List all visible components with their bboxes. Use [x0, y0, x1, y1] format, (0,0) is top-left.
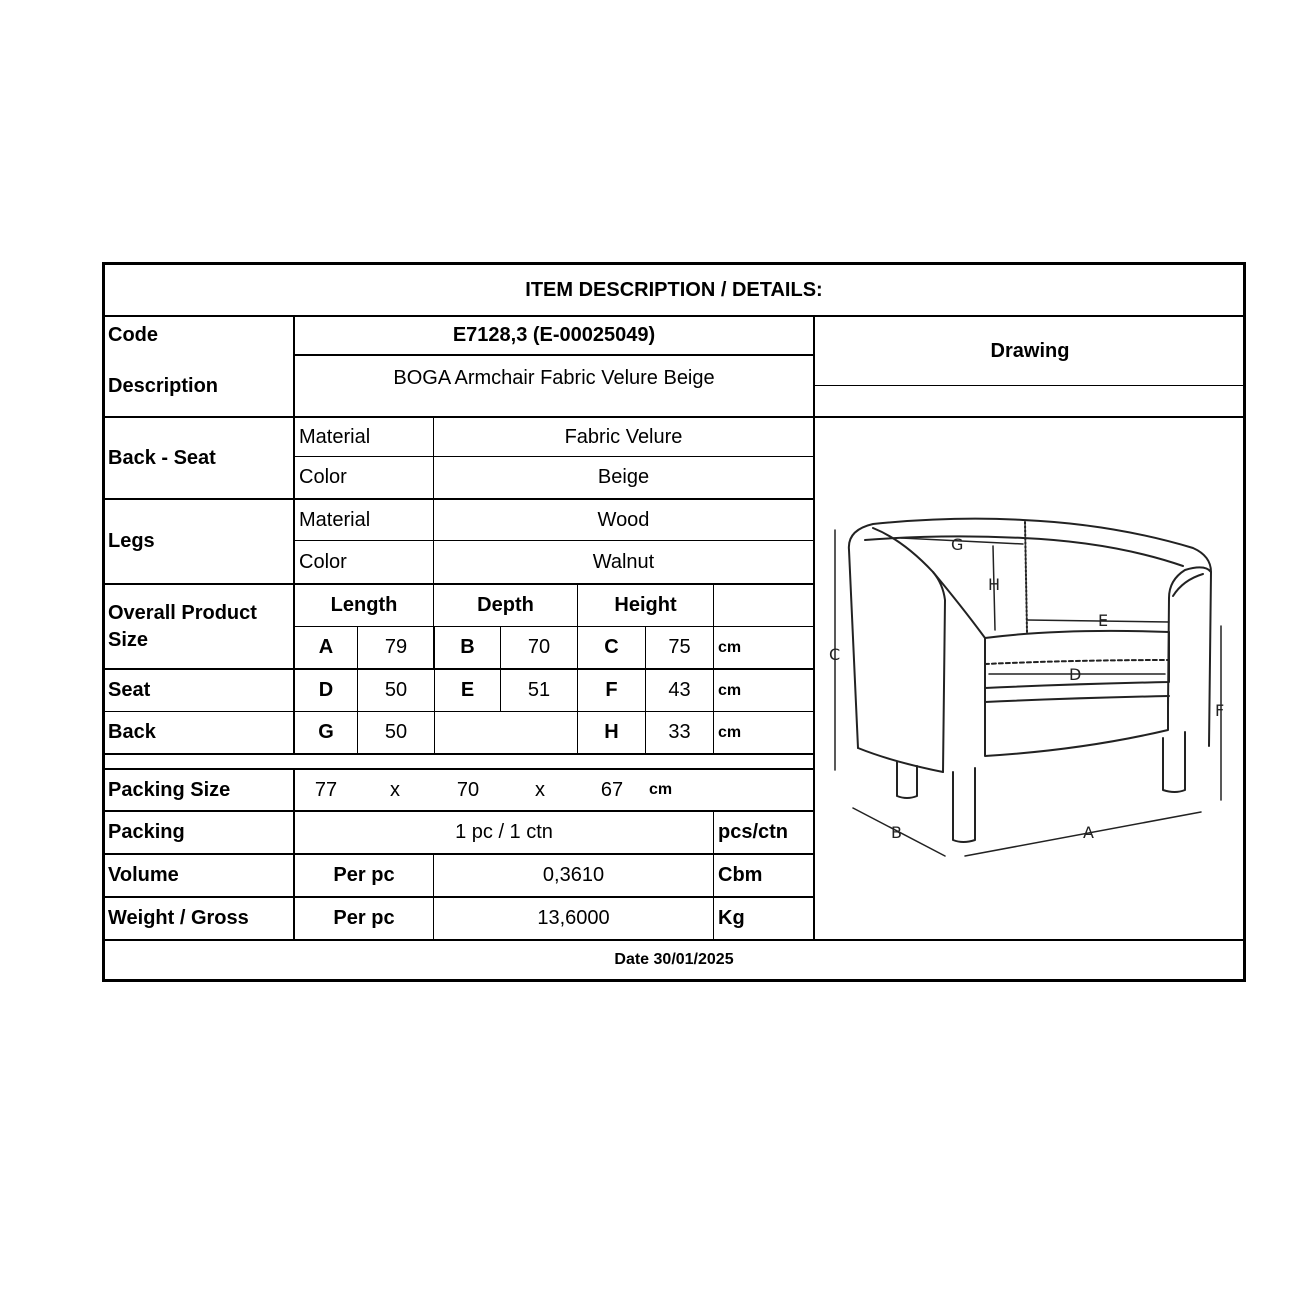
overall-c-value: 75 [668, 636, 691, 658]
description-value: BOGA Armchair Fabric Velure Beige [393, 366, 715, 389]
weight-unit: Kg [718, 907, 745, 929]
drawing-label: Drawing [990, 339, 1070, 362]
packing-size-label: Packing Size [108, 778, 231, 801]
packing-size-x1: x [390, 778, 400, 801]
packing-size-x2: x [535, 778, 545, 801]
description-label: Description [108, 374, 219, 397]
page-title: ITEM DESCRIPTION / DETAILS: [525, 278, 823, 301]
seat-f-key: F [605, 679, 618, 701]
code-label: Code [108, 324, 158, 346]
armchair-drawing [813, 500, 1243, 880]
legs-color-label: Color [299, 550, 347, 573]
code-value: E7128,3 (E-00025049) [452, 324, 656, 346]
drawing-label-a: A [1083, 823, 1094, 842]
packing-size-unit: cm [649, 781, 673, 798]
drawing-label-f: F [1215, 701, 1225, 720]
seat-d-key: D [318, 679, 334, 701]
volume-value: 0,3610 [542, 864, 605, 886]
legs-color: Walnut [592, 550, 655, 573]
drawing-label-c: C [829, 645, 841, 664]
weight-value: 13,6000 [537, 907, 610, 929]
seat-e-key: E [460, 679, 475, 701]
overall-b-value: 70 [527, 636, 551, 658]
back-seat-color: Beige [597, 466, 650, 488]
legs-material: Wood [597, 508, 650, 531]
packing-size-height: 67 [600, 778, 624, 801]
back-unit: cm [718, 723, 742, 741]
overall-label-line1: Overall Product [108, 601, 257, 624]
packing-size-length: 77 [314, 778, 338, 801]
back-seat-material-label: Material [299, 425, 371, 448]
seat-d-value: 50 [384, 679, 408, 701]
back-h-value: 33 [668, 721, 691, 743]
legs-label: Legs [108, 530, 155, 552]
drawing-label-b: B [891, 823, 902, 842]
drawing-label-d: D [1069, 665, 1082, 684]
drawing-label-h: H [988, 575, 1001, 594]
overall-a-key: A [318, 636, 334, 658]
packing-label: Packing [108, 821, 185, 843]
height-header: Height [614, 594, 677, 616]
date-footer: Date 30/01/2025 [614, 951, 734, 968]
weight-per: Per pc [333, 907, 395, 929]
back-g-value: 50 [384, 721, 408, 743]
back-g-key: G [318, 721, 334, 743]
seat-label: Seat [108, 679, 151, 701]
drawing-label-g: G [951, 535, 964, 554]
length-header: Length [330, 594, 398, 616]
overall-b-key: B [460, 636, 475, 658]
overall-label-line2: Size [108, 628, 149, 651]
overall-c-key: C [604, 636, 619, 658]
packing-unit: pcs/ctn [718, 821, 789, 843]
back-label: Back [108, 721, 156, 743]
back-seat-color-label: Color [299, 466, 347, 488]
packing-size-width: 70 [456, 778, 480, 801]
overall-a-value: 79 [384, 636, 408, 658]
legs-material-label: Material [299, 508, 371, 531]
volume-per: Per pc [333, 864, 395, 886]
seat-f-value: 43 [668, 679, 691, 701]
seat-e-value: 51 [527, 679, 551, 701]
seat-unit: cm [718, 681, 742, 699]
drawing-label-e: E [1098, 611, 1109, 630]
volume-unit: Cbm [718, 864, 763, 886]
depth-header: Depth [477, 594, 534, 616]
back-seat-label: Back - Seat [108, 446, 216, 469]
back-h-key: H [604, 721, 619, 743]
overall-label [104, 585, 292, 668]
weight-label: Weight / Gross [108, 907, 249, 929]
overall-unit: cm [718, 638, 742, 656]
back-seat-material: Fabric Velure [564, 425, 683, 448]
volume-label: Volume [108, 864, 179, 886]
packing-value: 1 pc / 1 ctn [455, 821, 553, 843]
